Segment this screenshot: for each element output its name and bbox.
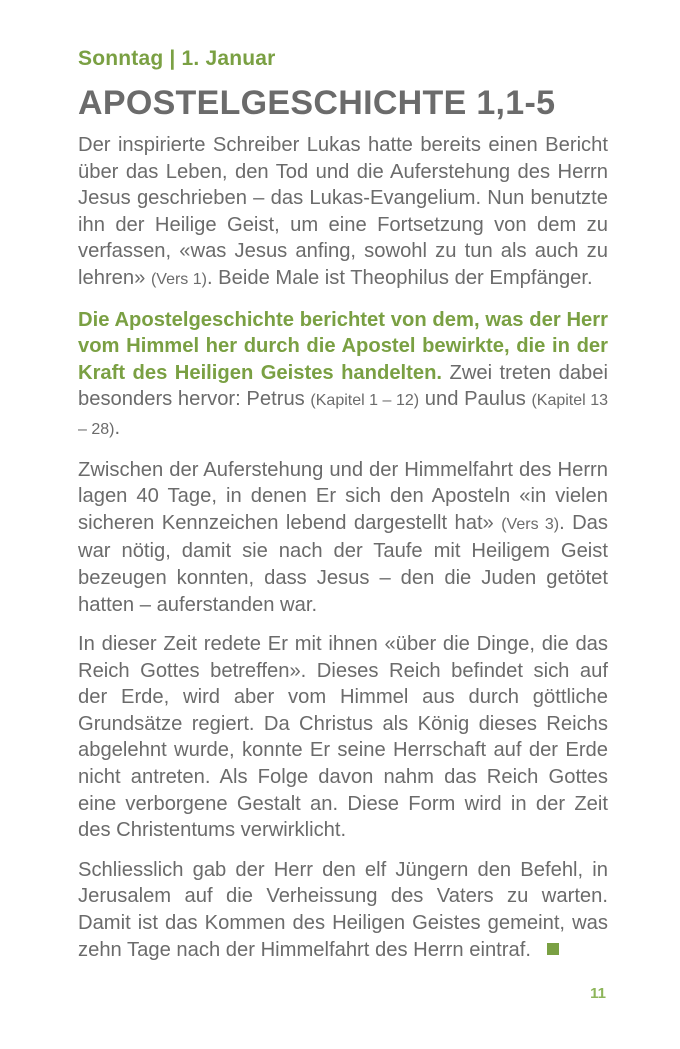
paragraph-4 <box>78 631 608 844</box>
paragraph-2 <box>78 307 608 444</box>
date-line: Sonntag | 1. Januar <box>78 47 276 70</box>
paragraph-3 <box>78 457 608 619</box>
end-square-icon <box>547 943 559 955</box>
verse-reference: (Vers 3) <box>501 515 560 533</box>
paragraph-text: . Beide Male ist Theophilus der Empfänger. <box>206 266 593 289</box>
chapter-reference: (Kapitel 1 – 12) <box>310 392 420 410</box>
paragraph-5 <box>78 857 608 963</box>
paragraph-text: Zwischen der Auferstehung und der Himmelfahrt des Herrn lagen 40 Tage, in denen Er sich den Aposteln «in vielen sicheren Kennzeichen lebend dargestellt hat» <box>78 458 608 534</box>
highlight-text: Die Apostelgeschichte berichtet von dem, was der Herr vom Himmel her durch die Apostel bewirkte, die in der Kraft des Heiligen Geistes handelten. <box>78 308 608 384</box>
paragraph-text: Der inspirierte Schreiber Lukas hatte bereits einen Bericht über das Leben, den Tod und die Auferstehung des Herrn Jesus geschrieben – das Lukas-Evangelium. Nun benutzte ihn der Heilige Geist, um eine Fortsetzung von dem zu verfassen, «was Jesus anfing, sowohl zu tun als auch zu lehren» <box>78 134 608 289</box>
paragraph-text: . Das war nötig, damit sie nach der Taufe mit Heiligem Geist bezeugen konnten, dass Jesus – den die Juden getötet hatten – auferstanden war. <box>78 511 608 616</box>
paragraph-text: und Paulus <box>419 388 532 411</box>
paragraph-text: . <box>114 416 121 439</box>
paragraph-text: In dieser Zeit redete Er mit ihnen «über die Dinge, die das Reich Gottes betreffen». Dieses Reich befindet sich auf der Erde, wird aber vom Himmel aus durch göttliche Grundsätze regiert. Da Christus als König dieses Reichs abgelehnt wurde, konnte Er seine Herrschaft auf der Erde nicht antreten. Als Folge davon nahm das Reich Gottes eine verborgene Gestalt an. Diese Form wird in der Zeit des Christentums verwirklicht. <box>78 633 608 842</box>
chapter-reference: (Kapitel 13 – 28) <box>78 392 608 438</box>
paragraph-text: Schliesslich gab der Herr den elf Jüngern den Befehl, in Jerusalem auf die Verheissung des Vaters zu warten. Damit ist das Kommen des Heiligen Geistes gemeint, was zehn Tage nach der Himmelfahrt des Herrn eintraf. <box>78 858 608 961</box>
page-title: APOSTELGESCHICHTE 1,1-5 <box>78 84 556 122</box>
paragraph-1 <box>78 132 608 294</box>
page-number: 11 <box>590 985 606 1002</box>
verse-reference: (Vers 1) <box>150 270 207 288</box>
devotional-page <box>78 44 608 976</box>
paragraph-text: Zwei treten dabei besonders hervor: Petrus <box>78 361 608 411</box>
